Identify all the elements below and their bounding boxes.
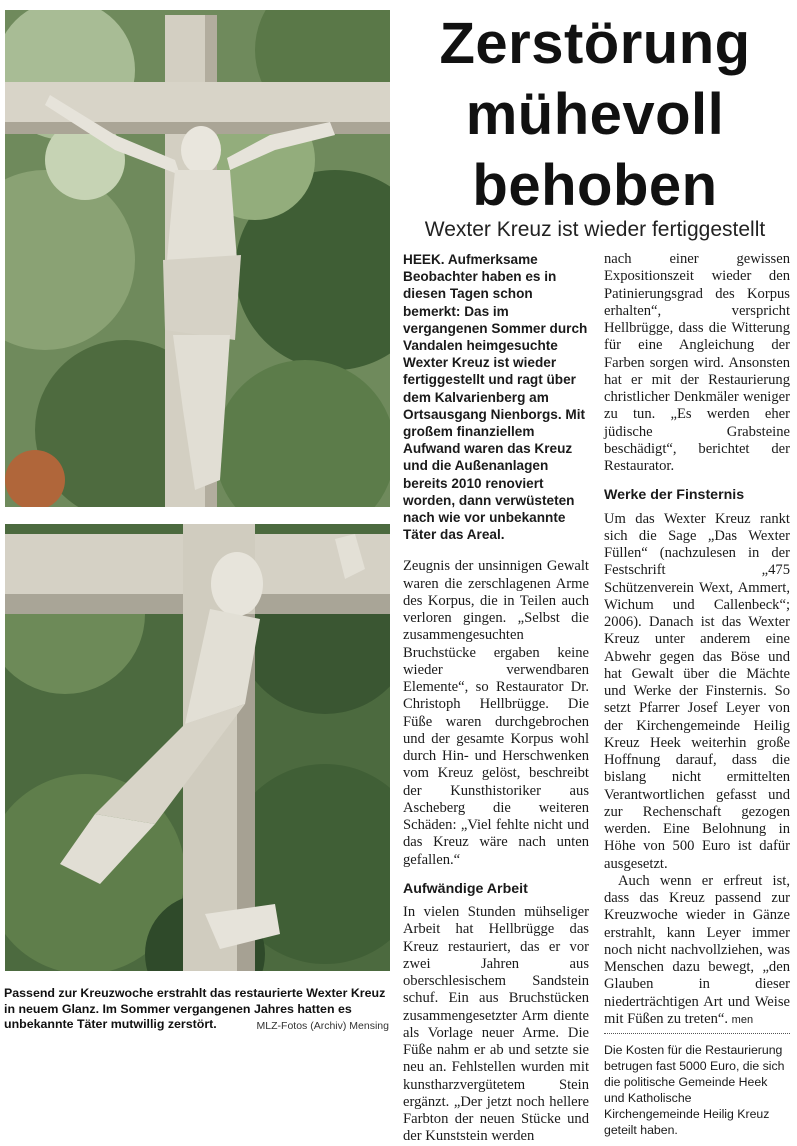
photo-cross-side-view-image bbox=[5, 524, 390, 971]
article-column-1 bbox=[403, 251, 589, 1146]
headline-line-1: Zerstörung bbox=[439, 11, 751, 76]
body-paragraph-5 bbox=[604, 873, 790, 1029]
author-signature: men bbox=[731, 1013, 754, 1026]
cost-note: Die Kosten für die Restaurierung betrugen fast 5000 Euro, die sich die politische Gemeinde Heek und Katholische Kirchengemeinde Heilig Kreuz geteilt haben. bbox=[604, 1043, 785, 1137]
section-heading-1: Aufwändige Arbeit bbox=[403, 880, 528, 897]
photo-credit: MLZ-Fotos (Archiv) Mensing bbox=[256, 1020, 389, 1032]
photo-caption: Passend zur Kreuzwoche erstrahlt das restaurierte Wexter Kreuz in neuem Glanz. Im Sommer vergangenen Jahres hatten es unbekannte Täter mutwillig zerstört. bbox=[4, 986, 386, 1032]
photo-cross-side-view bbox=[5, 524, 390, 971]
headline-line-3: behoben bbox=[472, 153, 718, 218]
photo-restored-cross bbox=[5, 10, 390, 507]
lead-text: Aufmerksame Beobachter haben es in diesen Tagen schon bemerkt: Das im vergangenen Sommer durch Vandalen heimgesuchte Wexter Kreuz ist wieder fertiggestellt und ragt über dem Kalvarienberg am Ortsausgang Nienborgs. Mit großem finanziellem Aufwand waren das Kreuz und die Außenanlagen bereits 2010 renoviert worden, dann verwüsteten nach wie vor unbekannte Täter das Areal. bbox=[403, 252, 588, 543]
body-paragraph-4: Um das Wexter Kreuz rankt sich die Sage „Das Wexter Füllen“ (nachzulesen in der Festschrift „475 Schützenverein Wext, Ammert, Wichum und Callenbeck“; 2006). Danach ist das Wexter Kreuz unter anderem eine Abwehr gegen das Böse und hat Gewalt über die Mächte und Werke der Finsternis. So setzt Pfarrer Josef Leyer von der Kirchengemeinde Heilig Kreuz Heek weiterhin große Hoffnung darauf, dass die bislang nicht ermittelten Verantwortlichen gefasst und zur Rechenschaft gezogen werden. Eine Belohnung in Höhe von 500 Euro ist dafür ausgesetzt. bbox=[604, 510, 790, 872]
lead-paragraph bbox=[403, 251, 589, 543]
photo-restored-cross-image bbox=[5, 10, 390, 507]
section-heading-2: Werke der Finsternis bbox=[604, 487, 745, 504]
body-paragraph-5-text: Auch wenn er erfreut ist, dass das Kreuz passend zur Kreuzwoche wieder in Gänze erstrahlt, kann Leyer immer noch nicht nachvollziehen, was Menschen dazu bewegt, „den Glauben in dieser niederträchtigen Art und Weise mit Füßen zu treten“. bbox=[604, 872, 790, 1027]
headline-line-2: mühevoll bbox=[465, 82, 725, 147]
subheadline: Wexter Kreuz ist wieder fertiggestellt bbox=[424, 218, 766, 241]
body-paragraph-1: Zeugnis der unsinnigen Gewalt waren die zerschlagenen Arme des Korpus, die in Teilen auch verloren gingen. „Selbst die zusammengesuchten Bruchstücke ergaben keine wieder verwendbaren Elemente“, so Restaurator Dr. Christoph Hellbrügge. Die Füße waren durchgebrochen und der gesamte Korpus wohl durch Hin- und Herschwenken vom Kreuz gelöst, beschreibt der Kunsthistoriker aus Ascheberg die weiteren Schäden: „Viel fehlte nicht und das Kreuz wäre nach unten gefallen.“ bbox=[403, 558, 589, 868]
dateline: HEEK. bbox=[403, 252, 445, 267]
article-column-2 bbox=[604, 251, 790, 1138]
dotted-divider bbox=[604, 1033, 790, 1034]
headline bbox=[400, 8, 790, 221]
body-paragraph-3: nach einer gewissen Expositionszeit wieder den Patinierungsgrad des Korpus erhalten“, verspricht Hellbrügge, dass die Witterung für eine Angleichung der Farben sorgen wird. Ansonsten hat er mit der Restaurierung christlicher Denkmäler weniger zu tun. „Es werden eher jüdische Grabsteine beschädigt“, berichtet der Restaurator. bbox=[604, 251, 790, 474]
body-paragraph-2: In vielen Stunden mühseliger Arbeit hat Hellbrügge das Kreuz restauriert, das er vor zwei Jahren aus oberschlesischem Sandstein schuf. Ein aus Bruchstücken zusammengesetzter Arm diente als Vorlage neuer Arme. Die Füße nahm er ab und setzte sie neu an. Fehlstellen wurden mit kunstharzvergütetem Stein ergänzt. „Der jetzt noch hellere Farbton der neuen Stücke und der Kunststein werden bbox=[403, 904, 589, 1145]
